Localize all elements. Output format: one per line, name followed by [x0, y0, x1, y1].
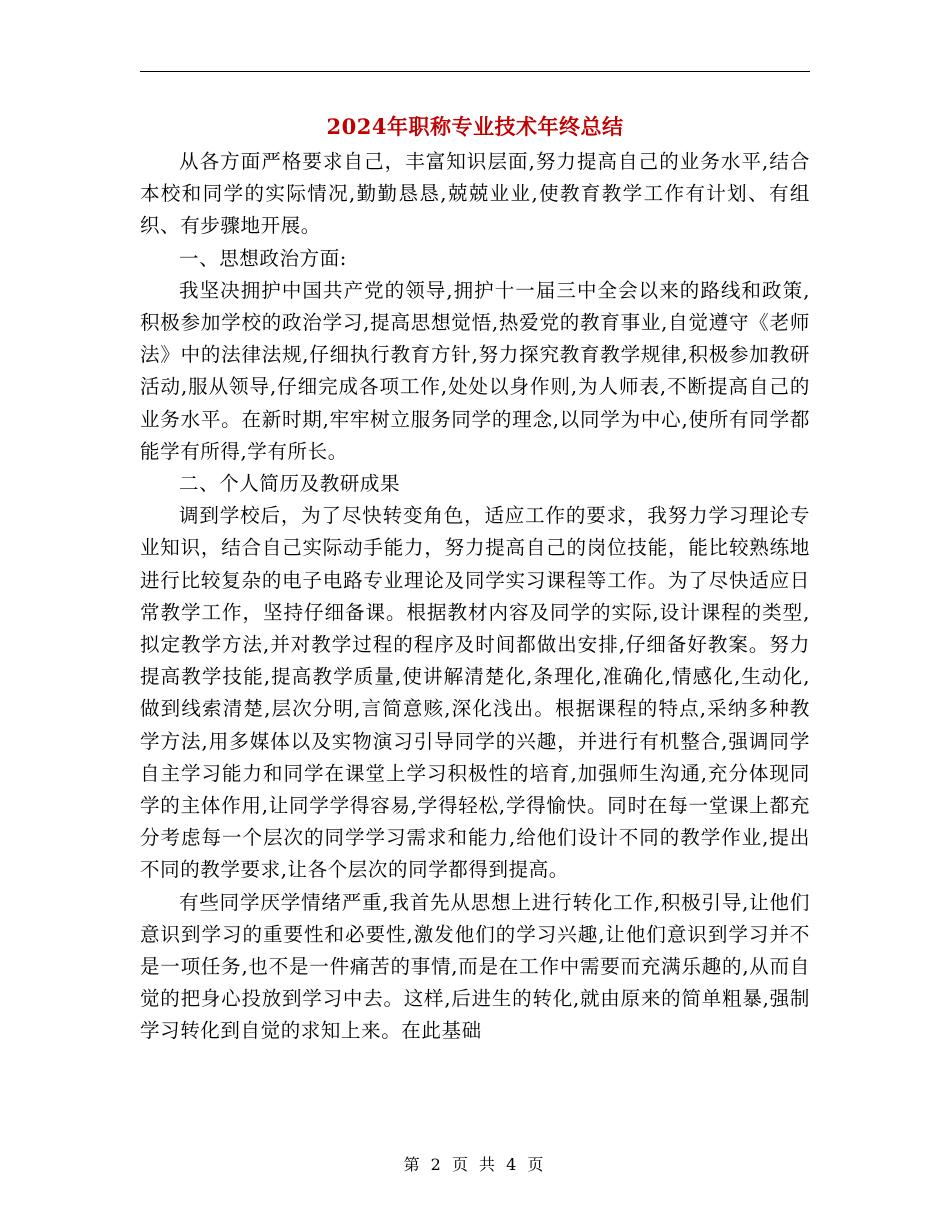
section-heading-politics: 一、思想政治方面:: [179, 246, 347, 270]
paragraph-students: 有些同学厌学情绪严重,我首先从思想上进行转化工作,积极引导,让他们意识到学习的重要性和必要性,激发他们的学习兴趣,让他们意识到学习并不是一项任务,也不是一件痛苦的事情,而是在工作中需要而充满乐趣的,从而自觉的把身心投放到学习中去。这样,后进生的转化,就由原来的简单粗暴,强制学习转化到自觉的求知上来。在此基础: [140, 890, 810, 1043]
section-heading-resume: 二、个人简历及教研成果: [179, 472, 401, 496]
document-title: 2024年职称专业技术年终总结: [326, 114, 624, 139]
header-rule: [140, 71, 810, 72]
paragraph-politics: 我坚决拥护中国共产党的领导,拥护十一届三中全会以来的路线和政策,积极参加学校的政治学习,提高思想觉悟,热爱党的教育事业,自觉遵守《老师法》中的法律法规,仔细执行教育方针,努力探究教育教学规律,积极参加教研活动,服从领导,仔细完成各项工作,处处以身作则,为人师表,不断提高自己的业务水平。在新时期,牢牢树立服务同学的理念,以同学为中心,使所有同学都能学有所得,学有所长。: [140, 278, 810, 463]
paragraph-intro: 从各方面严格要求自己，丰富知识层面,努力提高自己的业务水平,结合本校和同学的实际情况,勤勤恳恳,兢兢业业,使教育教学工作有计划、有组织、有步骤地开展。: [140, 150, 810, 238]
document-body: [140, 146, 810, 1048]
page-number-footer: 第 2 页 共 4 页: [403, 1155, 547, 1174]
paragraph-resume: 调到学校后，为了尽快转变角色，适应工作的要求，我努力学习理论专业知识，结合自己实际动手能力，努力提高自己的岗位技能，能比较熟练地进行比较复杂的电子电路专业理论及同学实习课程等工作。为了尽快适应日常教学工作，坚持仔细备课。根据教材内容及同学的实际,设计课程的类型,拟定教学方法,并对教学过程的程序及时间都做出安排,仔细备好教案。努力提高教学技能,提高教学质量,使讲解清楚化,条理化,准确化,情感化,生动化,做到线索清楚,层次分明,言简意赅,深化浅出。根据课程的特点,采纳多种教学方法,用多媒体以及实物演习引导同学的兴趣，并进行有机整合,强调同学自主学习能力和同学在课堂上学习积极性的培育,加强师生沟通,充分体现同学的主体作用,让同学学得容易,学得轻松,学得愉快。同时在每一堂课上都充分考虑每一个层次的同学学习需求和能力,给他们设计不同的教学作业,提出不同的教学要求,让各个层次的同学都得到提高。: [140, 504, 810, 882]
